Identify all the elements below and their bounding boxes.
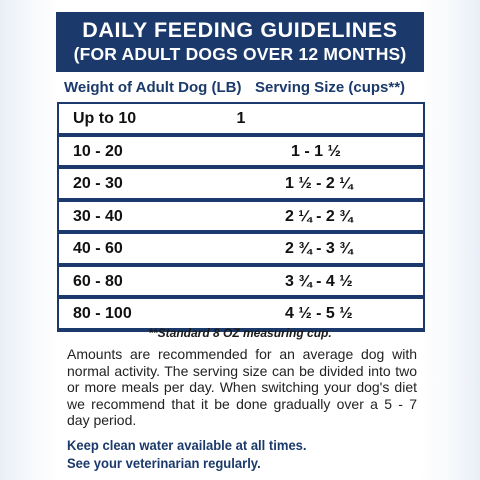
table-row [59, 137, 423, 170]
table-row [59, 202, 423, 235]
serving-cell: 4 ½ - 5 ½ [285, 305, 353, 322]
feeding-table [57, 102, 425, 332]
weight-cell: 40 - 60 [73, 240, 123, 257]
weight-cell: 10 - 20 [73, 142, 123, 160]
table-row [59, 234, 423, 267]
table-row [59, 104, 423, 137]
table-row [59, 267, 423, 300]
guidelines-title: DAILY FEEDING GUIDELINES [82, 18, 398, 42]
veterinarian-note: See your veterinarian regularly. [67, 455, 261, 471]
serving-cell: 2 ¾ - 3 ¾ [285, 240, 353, 257]
serving-cell: 1 [236, 110, 246, 127]
feeding-instructions-paragraph: Amounts are recommended for an average dog with normal activity. The serving size can be divided into two or more meals per day. When switching your dog's diet we recommend that it be done gradually over a 5 - 7 day period. [67, 346, 417, 428]
table-row [59, 169, 423, 202]
serving-cell: 1 ½ - 2 ¼ [285, 175, 353, 192]
serving-cell: 2 ¼ - 2 ¾ [285, 207, 353, 225]
weight-cell: 20 - 30 [73, 175, 123, 192]
weight-cell: 60 - 80 [73, 272, 123, 290]
serving-column-header: Serving Size (cups**) [255, 79, 406, 96]
measuring-cup-footnote: **Standard 8 OZ measuring cup. [148, 326, 332, 340]
water-note: Keep clean water available at all times. [67, 437, 307, 453]
weight-cell: 30 - 40 [73, 207, 123, 225]
weight-cell: 80 - 100 [73, 305, 132, 322]
serving-cell: 3 ¾ - 4 ½ [285, 272, 353, 290]
feeding-guidelines-panel [56, 8, 424, 471]
serving-cell: 1 - 1 ½ [291, 142, 341, 160]
title-banner [56, 12, 424, 72]
guidelines-subtitle: (FOR ADULT DOGS OVER 12 MONTHS) [73, 44, 407, 64]
weight-cell: Up to 10 [73, 110, 137, 127]
weight-column-header: Weight of Adult Dog (LB) [64, 79, 242, 96]
table-column-headers [56, 74, 424, 100]
